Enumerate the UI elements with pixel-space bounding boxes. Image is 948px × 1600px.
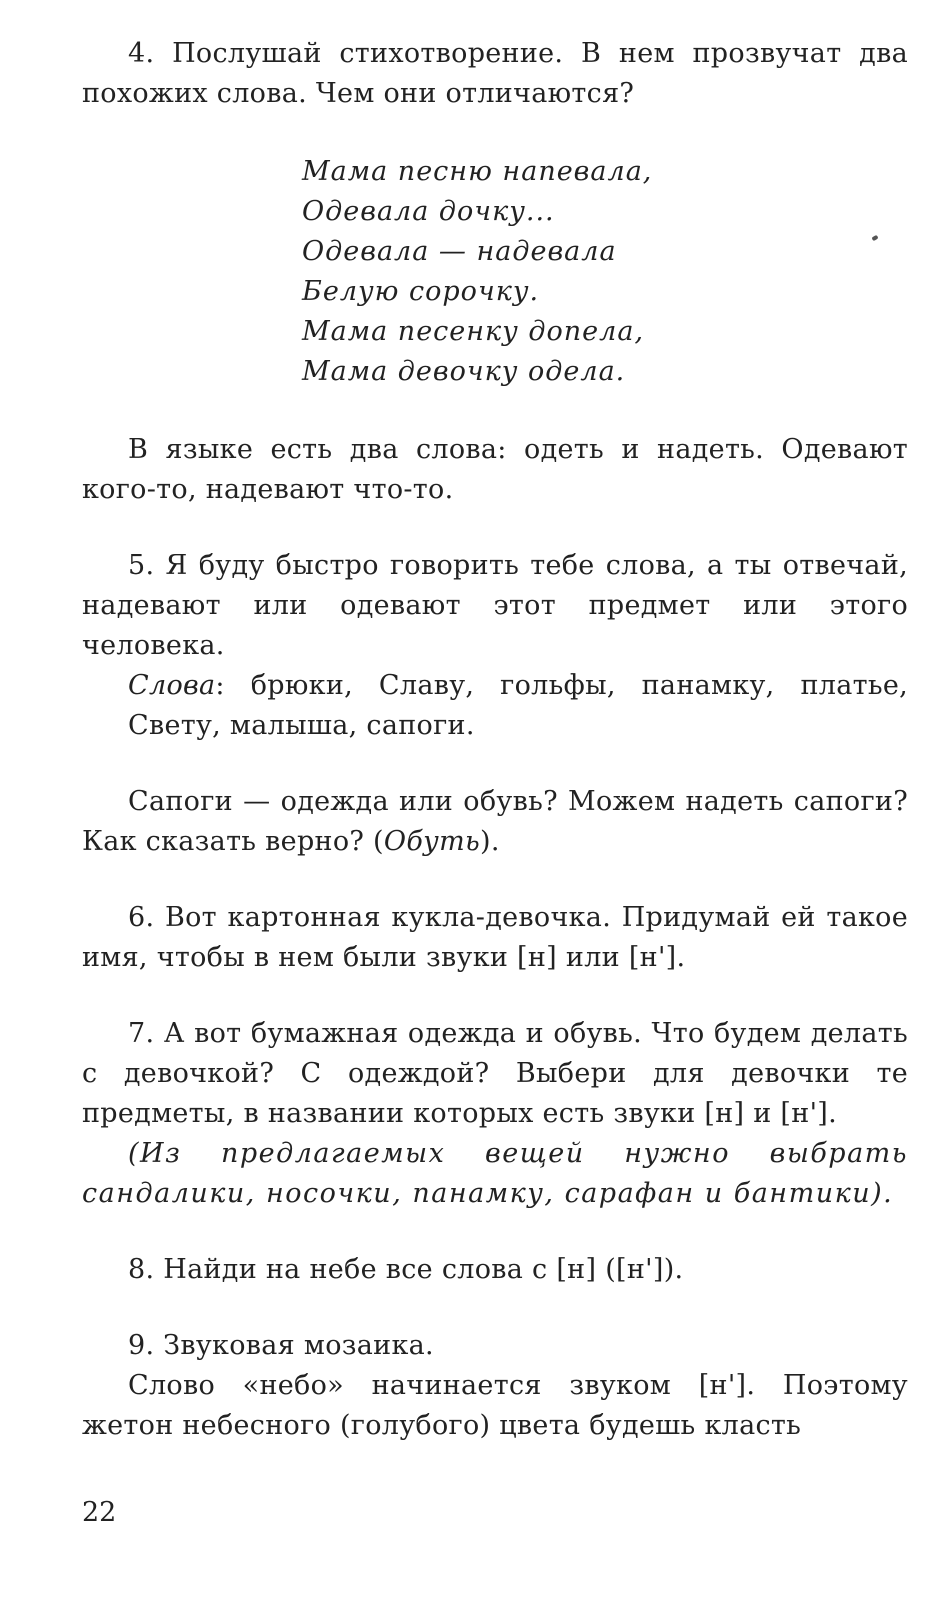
rule-text: В языке есть два слова: одеть и надеть. Одевают кого-то, надевают что-то. [82, 434, 908, 505]
question-start: Сапоги — одежда или обувь? Можем надеть сапоги? Как сказать верно? ( [82, 786, 908, 857]
poem-line: Мама песню напевала, [302, 156, 653, 187]
task-7-note: (Из предлагаемых вещей нужно выбрать сандалики, носочки, панамку, сарафан и бантики). [82, 1138, 908, 1209]
task-5-text: 5. Я буду быстро говорить тебе слова, а ты отвечай, надевают или одевают этот предмет или этого человека. [82, 550, 908, 661]
poem-line: Белую сорочку. [302, 276, 540, 307]
words-list: : брюки, Славу, гольфы, панамку, платье, Свету, малыша, сапоги. [128, 670, 908, 741]
poem-line: Одевала — надевала [302, 236, 617, 267]
task-5-words [82, 666, 908, 746]
poem-line: Мама девочку одела. [302, 356, 626, 387]
task-4-text: 4. Послушай стихотворение. В нем прозвучат два похожих слова. Чем они отличаются? [82, 38, 908, 109]
poem-line: Мама песенку допела, [302, 316, 645, 347]
task-9-text: Слово «небо» начинается звуком [н']. Поэтому жетон небесного (голубого) цвета будешь класть [82, 1370, 908, 1441]
question-end: ). [480, 826, 500, 857]
poem [302, 152, 908, 392]
page-number: 22 [82, 1497, 117, 1528]
page-content [82, 34, 908, 1446]
task-8-text: 8. Найди на небе все слова с [н] ([н']). [128, 1254, 684, 1285]
poem-line: Одевала дочку... [302, 196, 555, 227]
task-5-question [82, 782, 908, 862]
task-7-text: 7. А вот бумажная одежда и обувь. Что будем делать с девочкой? С одеждой? Выбери для девочки те предметы, в названии которых есть звуки [н] и [н']. [82, 1018, 908, 1129]
task-6-text: 6. Вот картонная кукла-девочка. Придумай ей такое имя, чтобы в нем были звуки [н] или [н']. [82, 902, 908, 973]
question-answer: Обуть [383, 826, 480, 857]
words-label: Слова [128, 670, 216, 701]
task-9-title: 9. Звуковая мозаика. [128, 1330, 434, 1361]
